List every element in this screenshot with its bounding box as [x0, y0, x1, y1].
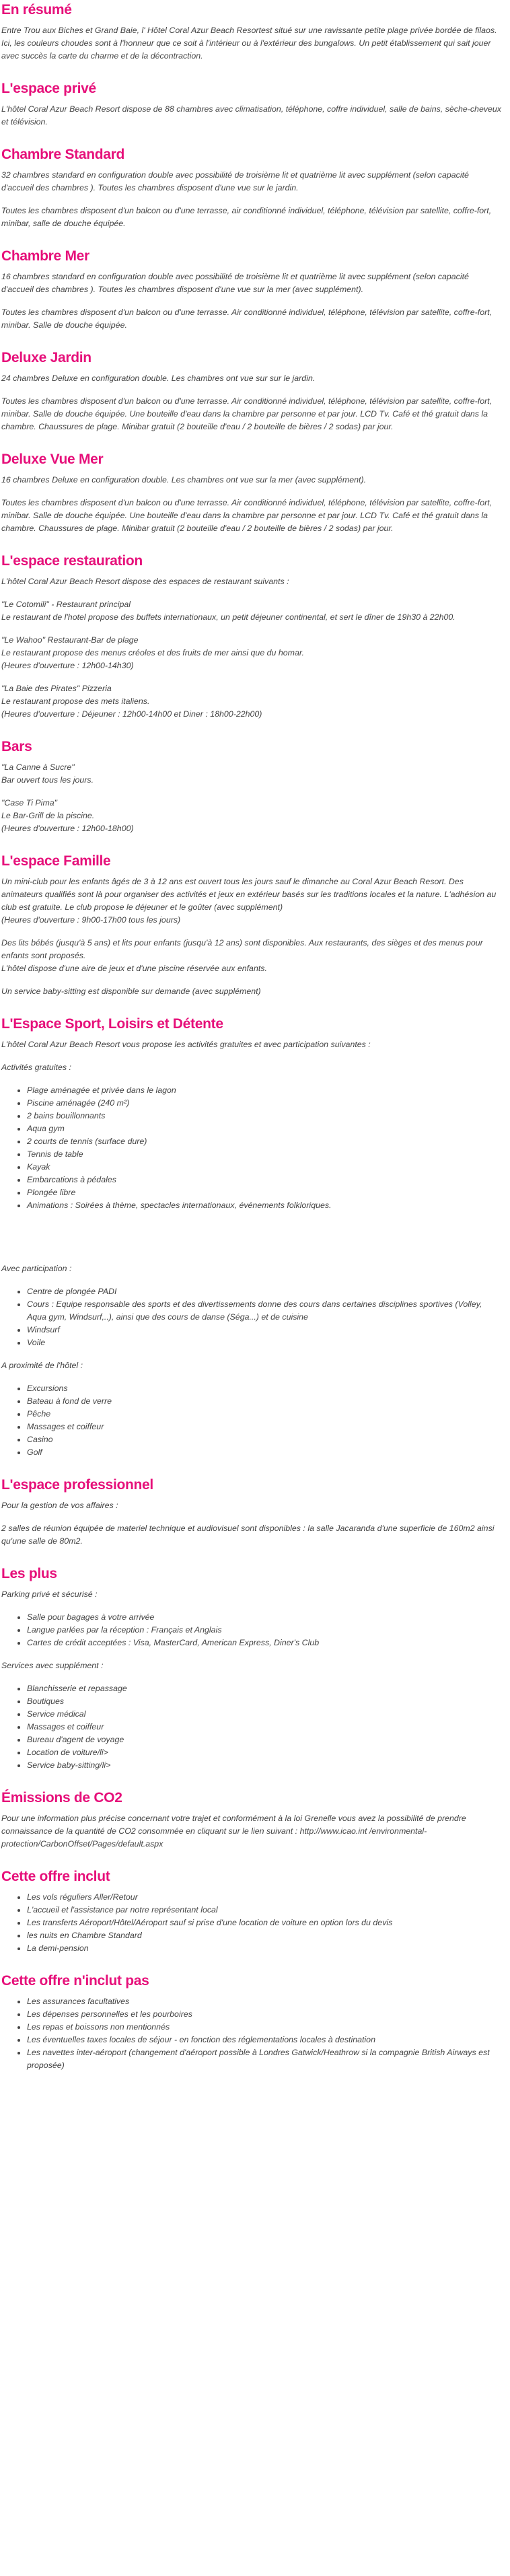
list-item: • Les repas et boissons non mentionnés	[27, 2021, 503, 2034]
paragraph	[1, 1588, 503, 1601]
list-item: • Langue parlées par la réception : Français et Anglais	[27, 1624, 503, 1637]
hotel-description-page	[0, 1, 507, 2089]
section-heading-chambre-mer: Chambre Mer	[1, 248, 89, 264]
paragraph	[1, 103, 503, 129]
list-item: • Massages et coiffeur	[27, 1421, 503, 1433]
list-item: • 2 courts de tennis (surface dure)	[27, 1135, 503, 1148]
paragraph-line: (Heures d'ouverture : 12h00-18h00)	[1, 824, 134, 833]
list-item: • Les dépenses personnelles et les pourboires	[27, 2008, 503, 2021]
section-heading-deluxe-jardin: Deluxe Jardin	[1, 350, 92, 365]
paragraph	[1, 761, 503, 787]
section-heading-les-plus: Les plus	[1, 1566, 57, 1581]
list-item: • Les transferts Aéroport/Hôtel/Aéroport sauf si prise d'une location de voiture en option lors du devis	[27, 1917, 503, 1929]
paragraph	[1, 395, 503, 433]
paragraph-line: Pour la gestion de vos affaires :	[1, 1501, 118, 1510]
section-heading-chambre-standard: Chambre Standard	[1, 147, 125, 162]
paragraph-line: Le restaurant de l'hotel propose des buffets internationaux, un petit déjeuner continental, et sert le dîner de 19h30 à 22h00.	[1, 612, 456, 622]
paragraph-line: Des lits bébés (jusqu'à 5 ans) et lits pour enfants (jusqu'à 12 ans) sont disponibles. Aux restaurants, des sièges et des menus pour enfants sont proposés.	[1, 938, 483, 960]
paragraph	[1, 1262, 503, 1275]
paragraph-line: Parking privé et sécurisé :	[1, 1589, 98, 1599]
paragraph	[1, 575, 503, 588]
paragraph	[1, 372, 503, 385]
list-item: • Voile	[27, 1336, 503, 1349]
bullet-list	[1, 1611, 503, 1649]
list-item: • Blanchisserie et repassage	[27, 1682, 503, 1695]
bullet-list	[1, 1382, 503, 1459]
paragraph-line: Toutes les chambres disposent d'un balcon ou d'une terrasse, air conditionné individuel, téléphone, télévision par satellite, coffre-fort, minibar, salle de douche équipée.	[1, 206, 492, 228]
section-heading-emissions-de-co2: Émissions de CO2	[1, 1790, 122, 1805]
section-heading-l-espace-restauration: L'espace restauration	[1, 553, 143, 569]
list-item: • Plongée libre	[27, 1186, 503, 1199]
paragraph-line: Avec participation :	[1, 1264, 72, 1273]
list-item: • Location de voiture/li>	[27, 1746, 503, 1759]
blank-gap	[1, 1222, 503, 1262]
paragraph-line: Le restaurant propose des menus créoles et des fruits de mer ainsi que du homar.	[1, 648, 304, 657]
section-heading-cette-offre-inclut: Cette offre inclut	[1, 1869, 110, 1884]
paragraph	[1, 598, 503, 624]
list-item: • Casino	[27, 1433, 503, 1446]
list-item: • Plage aménagée et privée dans le lagon	[27, 1084, 503, 1097]
paragraph-line: Le Bar-Grill de la piscine.	[1, 811, 95, 820]
section-heading-l-espace-sport-loisirs-et-detente: L'Espace Sport, Loisirs et Détente	[1, 1016, 223, 1032]
paragraph-line: L'hôtel dispose d'une aire de jeux et d'une piscine réservée aux enfants.	[1, 964, 267, 973]
paragraph-line: "La Canne à Sucre"	[1, 762, 75, 772]
paragraph	[1, 634, 503, 672]
paragraph-line: L'hôtel Coral Azur Beach Resort vous propose les activités gratuites et avec participation suivantes :	[1, 1040, 371, 1049]
paragraph	[1, 497, 503, 535]
list-item: • Bureau d'agent de voyage	[27, 1733, 503, 1746]
paragraph-line: Un service baby-sitting est disponible sur demande (avec supplément)	[1, 987, 261, 996]
paragraph	[1, 682, 503, 721]
section-heading-deluxe-vue-mer: Deluxe Vue Mer	[1, 452, 104, 467]
list-item: • Kayak	[27, 1161, 503, 1174]
bullet-list	[1, 1285, 503, 1349]
paragraph-line: (Heures d'ouverture : Déjeuner : 12h00-14h00 et Diner : 18h00-22h00)	[1, 709, 262, 719]
list-item: • Les vols réguliers Aller/Retour	[27, 1891, 503, 1904]
paragraph-line: Entre Trou aux Biches et Grand Baie, l' Hôtel Coral Azur Beach Resortest situé sur une ravissante petite plage privée bordée de filaos. Ici, les couleurs choudes sont à l'honneur que ce soit à l'intérieur ou à l'extérieur des bungalows. Un petit établissement qui sait jouer avec succès la carte du charme et de la décontraction.	[1, 26, 497, 61]
section-heading-cette-offre-n-inclut-pas: Cette offre n'inclut pas	[1, 1973, 149, 1989]
paragraph	[1, 1038, 503, 1051]
paragraph-line: L'hôtel Coral Azur Beach Resort dispose de 88 chambres avec climatisation, téléphone, coffre individuel, salle de bains, sèche-cheveux et télévision.	[1, 104, 502, 127]
paragraph-line: Activités gratuites :	[1, 1063, 71, 1072]
paragraph-line: "Le Wahoo" Restaurant-Bar de plage	[1, 635, 139, 645]
paragraph-line: Un mini-club pour les enfants âgés de 3 à 12 ans est ouvert tous les jours sauf le dimanche au Coral Azur Beach Resort. Des animateurs qualifiés sont là pour organiser des activités et jeux en extérieur basés sur les traditions locales et la nature. L'adhésion au club est gratuite. Le club propose le déjeuner et le goûter (avec supplément)	[1, 877, 497, 912]
list-item: • Salle pour bagages à votre arrivée	[27, 1611, 503, 1624]
paragraph	[1, 169, 503, 194]
section-heading-bars: Bars	[1, 739, 32, 754]
paragraph-line: L'hôtel Coral Azur Beach Resort dispose des espaces de restaurant suivants :	[1, 577, 289, 586]
section-heading-l-espace-prive: L'espace privé	[1, 81, 96, 96]
section-heading-l-espace-professionnel: L'espace professionnel	[1, 1477, 153, 1493]
list-item: • Cours : Equipe responsable des sports et des divertissements donne des cours dans certaines disciplines sportives (Volley, Aqua gym, Windsurf,..), ainsi que des cours de danse (Séga...) et de cuisine	[27, 1298, 503, 1324]
list-item: • Service médical	[27, 1708, 503, 1721]
list-item: • Les navettes inter-aéroport (changement d'aéroport possible à Londres Gatwick/Heathrow si la compagnie British Airways est proposée)	[27, 2046, 503, 2072]
paragraph	[1, 1522, 503, 1548]
list-item: • 2 bains bouillonnants	[27, 1110, 503, 1122]
paragraph-line: "Case Ti Pima"	[1, 798, 58, 808]
list-item: • Service baby-sitting/li>	[27, 1759, 503, 1772]
paragraph	[1, 306, 503, 332]
paragraph-line: Le restaurant propose des mets italiens.	[1, 696, 150, 706]
list-item: • Massages et coiffeur	[27, 1721, 503, 1733]
list-item: • Les assurances facultatives	[27, 1995, 503, 2008]
paragraph-line: A proximité de l'hôtel :	[1, 1361, 83, 1370]
paragraph	[1, 1659, 503, 1672]
paragraph-line: Pour une information plus précise concernant votre trajet et conformément à la loi Grenelle vous avez la possibilité de prendre connaissance de la quantité de CO2 consommée en cliquant sur le lien suivant : http://www.icao.int /environmental-protection/CarbonOffset/Pages/default.aspx	[1, 1814, 466, 1849]
paragraph-line: (Heures d'ouverture : 12h00-14h30)	[1, 661, 134, 670]
list-item: • Excursions	[27, 1382, 503, 1395]
list-item: • Animations : Soirées à thème, spectacles internationaux, événements folkloriques.	[27, 1199, 503, 1212]
list-item: • Les éventuelles taxes locales de séjour - en fonction des réglementations locales à destination	[27, 2034, 503, 2046]
bullet-list	[1, 1891, 503, 1955]
list-item: • les nuits en Chambre Standard	[27, 1929, 503, 1942]
list-item: • L'accueil et l'assistance par notre représentant local	[27, 1904, 503, 1917]
paragraph	[1, 1061, 503, 1074]
list-item: • Golf	[27, 1446, 503, 1459]
list-item: • La demi-pension	[27, 1942, 503, 1955]
paragraph	[1, 24, 503, 63]
paragraph-line: "Le Cotomili" - Restaurant principal	[1, 600, 131, 609]
list-item: • Tennis de table	[27, 1148, 503, 1161]
paragraph	[1, 474, 503, 487]
paragraph	[1, 937, 503, 975]
paragraph	[1, 875, 503, 927]
paragraph	[1, 205, 503, 230]
paragraph	[1, 1359, 503, 1372]
section-heading-en-resume: En résumé	[1, 2, 72, 17]
list-item: • Embarcations à pédales	[27, 1174, 503, 1186]
paragraph	[1, 797, 503, 835]
bullet-list	[1, 1682, 503, 1772]
paragraph-line: 16 chambres standard en configuration double avec possibilité de troisième lit et quatrième lit avec supplément (selon capacité d'accueil des chambres ). Toutes les chambres disposent d'une vue sur la mer (avec supplément).	[1, 272, 469, 294]
bullet-list	[1, 1084, 503, 1212]
list-item: • Windsurf	[27, 1324, 503, 1336]
paragraph	[1, 271, 503, 296]
bullet-list	[1, 1995, 503, 2072]
paragraph-line: (Heures d'ouverture : 9h00-17h00 tous les jours)	[1, 915, 181, 925]
section-heading-l-espace-famille: L'espace Famille	[1, 853, 111, 869]
paragraph-line: Toutes les chambres disposent d'un balcon ou d'une terrasse. Air conditionné individuel, téléphone, télévision par satellite, coffre-fort, minibar. Salle de douche équipée. Une bouteille d'eau dans la chambre par personne et par jour. LCD Tv. Café et thé gratuit dans la chambre. Chaussures de plage. Minibar gratuit (2 bouteille d'eau / 2 bouteille de bières / 2 sodas) par jour.	[1, 498, 493, 533]
paragraph-line: Toutes les chambres disposent d'un balcon ou d'une terrasse. Air conditionné individuel, téléphone, télévision par satellite, coffre-fort, minibar. Salle de douche équipée. Une bouteille d'eau dans la chambre par personne et par jour. LCD Tv. Café et thé gratuit dans la chambre. Chaussures de plage. Minibar gratuit (2 bouteille d'eau / 2 bouteille de bières / 2 sodas) par jour.	[1, 396, 493, 431]
list-item: • Bateau à fond de verre	[27, 1395, 503, 1408]
list-item: • Piscine aménagée (240 m²)	[27, 1097, 503, 1110]
list-item: • Boutiques	[27, 1695, 503, 1708]
list-item: • Aqua gym	[27, 1122, 503, 1135]
paragraph-line: 24 chambres Deluxe en configuration double. Les chambres ont vue sur sur le jardin.	[1, 373, 316, 383]
paragraph-line: Toutes les chambres disposent d'un balcon ou d'une terrasse. Air conditionné individuel, téléphone, télévision par satellite, coffre-fort, minibar. Salle de douche équipée.	[1, 308, 493, 330]
paragraph-line: 32 chambres standard en configuration double avec possibilité de troisième lit et quatrième lit avec supplément (selon capacité d'accueil des chambres ). Toutes les chambres disposent d'une vue sur le jardin.	[1, 170, 469, 192]
paragraph-line: 16 chambres Deluxe en configuration double. Les chambres ont vue sur la mer (avec supplément).	[1, 475, 367, 485]
paragraph-line: Bar ouvert tous les jours.	[1, 775, 94, 785]
list-item: • Cartes de crédit acceptées : Visa, MasterCard, American Express, Diner's Club	[27, 1637, 503, 1649]
paragraph	[1, 1499, 503, 1512]
list-item: • Centre de plongée PADI	[27, 1285, 503, 1298]
paragraph-line: Services avec supplément :	[1, 1661, 104, 1670]
paragraph	[1, 985, 503, 998]
list-item: • Pêche	[27, 1408, 503, 1421]
paragraph-line: 2 salles de réunion équipée de materiel technique et audiovisuel sont disponibles : la salle Jacaranda d'une superficie de 160m2 ainsi qu'une salle de 80m2.	[1, 1524, 495, 1546]
paragraph-line: "La Baie des Pirates" Pizzeria	[1, 684, 112, 693]
paragraph	[1, 1812, 503, 1851]
